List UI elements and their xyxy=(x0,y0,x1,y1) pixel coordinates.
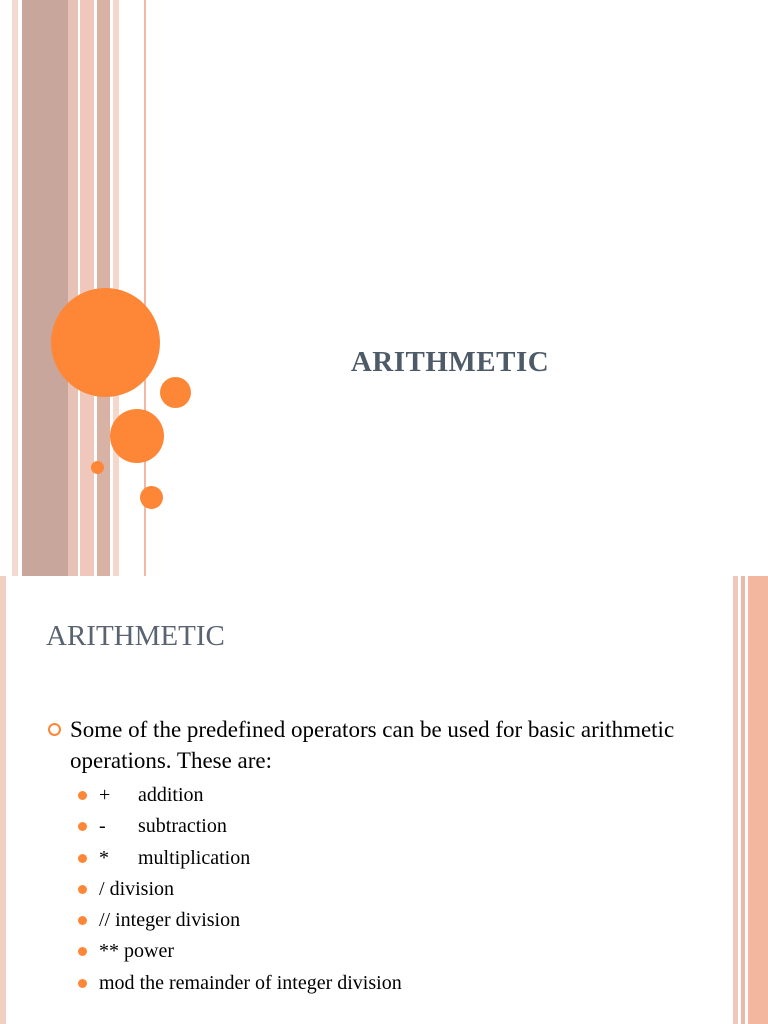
decorative-stripe xyxy=(12,0,18,576)
list-item xyxy=(76,968,686,999)
decorative-stripe xyxy=(22,0,68,576)
list-item xyxy=(76,905,686,936)
dot-bullet-icon xyxy=(78,791,87,800)
slide-body xyxy=(46,714,686,999)
dot-bullet-icon xyxy=(78,885,87,894)
decorative-circle xyxy=(140,486,163,509)
decorative-stripe xyxy=(733,576,738,1024)
decorative-circle xyxy=(160,377,191,408)
list-item xyxy=(76,936,686,967)
decorative-stripe xyxy=(68,0,78,576)
operator-description: multiplication xyxy=(138,846,251,869)
list-item xyxy=(76,843,686,874)
operator-symbol: * xyxy=(99,846,109,869)
operator-symbol: mod xyxy=(99,971,135,994)
decorative-circle xyxy=(110,409,164,463)
decorative-stripe xyxy=(0,576,6,1024)
list-item xyxy=(76,780,686,811)
operator-description: power xyxy=(124,940,174,963)
operator-list xyxy=(46,780,686,999)
operator-symbol: ** xyxy=(99,940,119,963)
dot-bullet-icon xyxy=(78,822,87,831)
intro-text: Some of the predefined operators can be used for basic arithmetic operations. These are: xyxy=(70,717,675,773)
operator-symbol: / xyxy=(99,877,105,900)
ring-bullet-icon xyxy=(48,723,61,736)
dot-bullet-icon xyxy=(78,916,87,925)
operator-symbol: - xyxy=(99,815,106,838)
operator-description: addition xyxy=(138,784,204,806)
content-slide xyxy=(0,576,768,1024)
operator-description: division xyxy=(109,877,175,900)
operator-description: integer division xyxy=(115,909,241,932)
slide-title: ARITHMETIC xyxy=(46,620,225,652)
decorative-circle xyxy=(91,461,104,474)
dot-bullet-icon xyxy=(78,979,87,988)
operator-symbol: // xyxy=(99,909,111,932)
intro-bullet xyxy=(46,714,686,776)
decorative-circle-large xyxy=(51,288,160,397)
list-item xyxy=(76,811,686,842)
slide-title: ARITHMETIC xyxy=(350,346,550,378)
decorative-stripe xyxy=(741,576,745,1024)
list-item xyxy=(76,874,686,905)
dot-bullet-icon xyxy=(78,947,87,956)
operator-description: subtraction xyxy=(138,815,227,838)
operator-description: the remainder of integer division xyxy=(139,971,402,994)
decorative-stripe xyxy=(748,576,768,1024)
decorative-stripe xyxy=(80,0,94,576)
operator-symbol: + xyxy=(99,784,111,806)
dot-bullet-icon xyxy=(78,854,87,863)
